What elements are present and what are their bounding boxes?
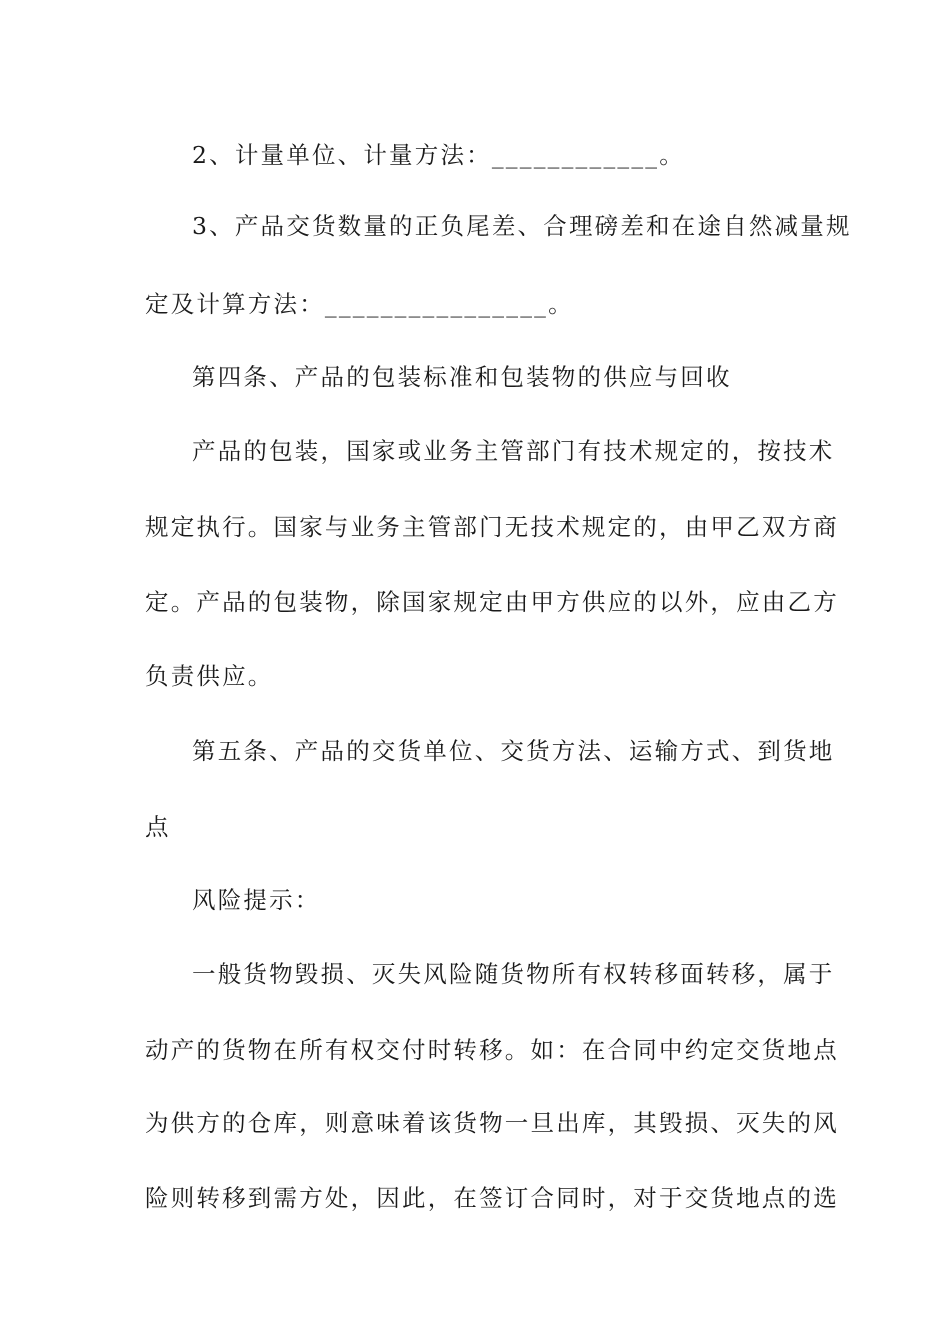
risk-paragraph-line-3: 为供方的仓库，则意味着该货物一旦出库，其毁损、灭失的风 xyxy=(145,1109,839,1137)
risk-paragraph-line-2: 动产的货物在所有权交付时转移。如：在合同中约定交货地点 xyxy=(145,1036,839,1064)
article-five-heading-line-1: 第五条、产品的交货单位、交货方法、运输方式、到货地 xyxy=(192,737,835,765)
packaging-paragraph-line-1: 产品的包装，国家或业务主管部门有技术规定的，按技术 xyxy=(192,437,835,465)
quantity-tolerance-clause-line-2: 定及计算方法：________________。 xyxy=(145,290,574,318)
packaging-paragraph-line-4: 负责供应。 xyxy=(145,662,274,690)
packaging-paragraph-line-3: 定。产品的包装物，除国家规定由甲方供应的以外，应由乙方 xyxy=(145,588,839,616)
packaging-paragraph-line-2: 规定执行。国家与业务主管部门无技术规定的，由甲乙双方商 xyxy=(145,513,839,541)
measurement-clause-line: 2、计量单位、计量方法：____________。 xyxy=(192,141,685,169)
article-four-heading: 第四条、产品的包装标准和包装物的供应与回收 xyxy=(192,363,732,391)
quantity-tolerance-clause-line-1: 3、产品交货数量的正负尾差、合理磅差和在途自然减量规 xyxy=(192,212,852,240)
risk-paragraph-line-1: 一般货物毁损、灭失风险随货物所有权转移面转移，属于 xyxy=(192,960,835,988)
risk-paragraph-line-4: 险则转移到需方处，因此，在签订合同时，对于交货地点的选 xyxy=(145,1184,839,1212)
article-five-heading-line-2: 点 xyxy=(145,813,171,841)
risk-warning-label: 风险提示： xyxy=(192,886,321,914)
